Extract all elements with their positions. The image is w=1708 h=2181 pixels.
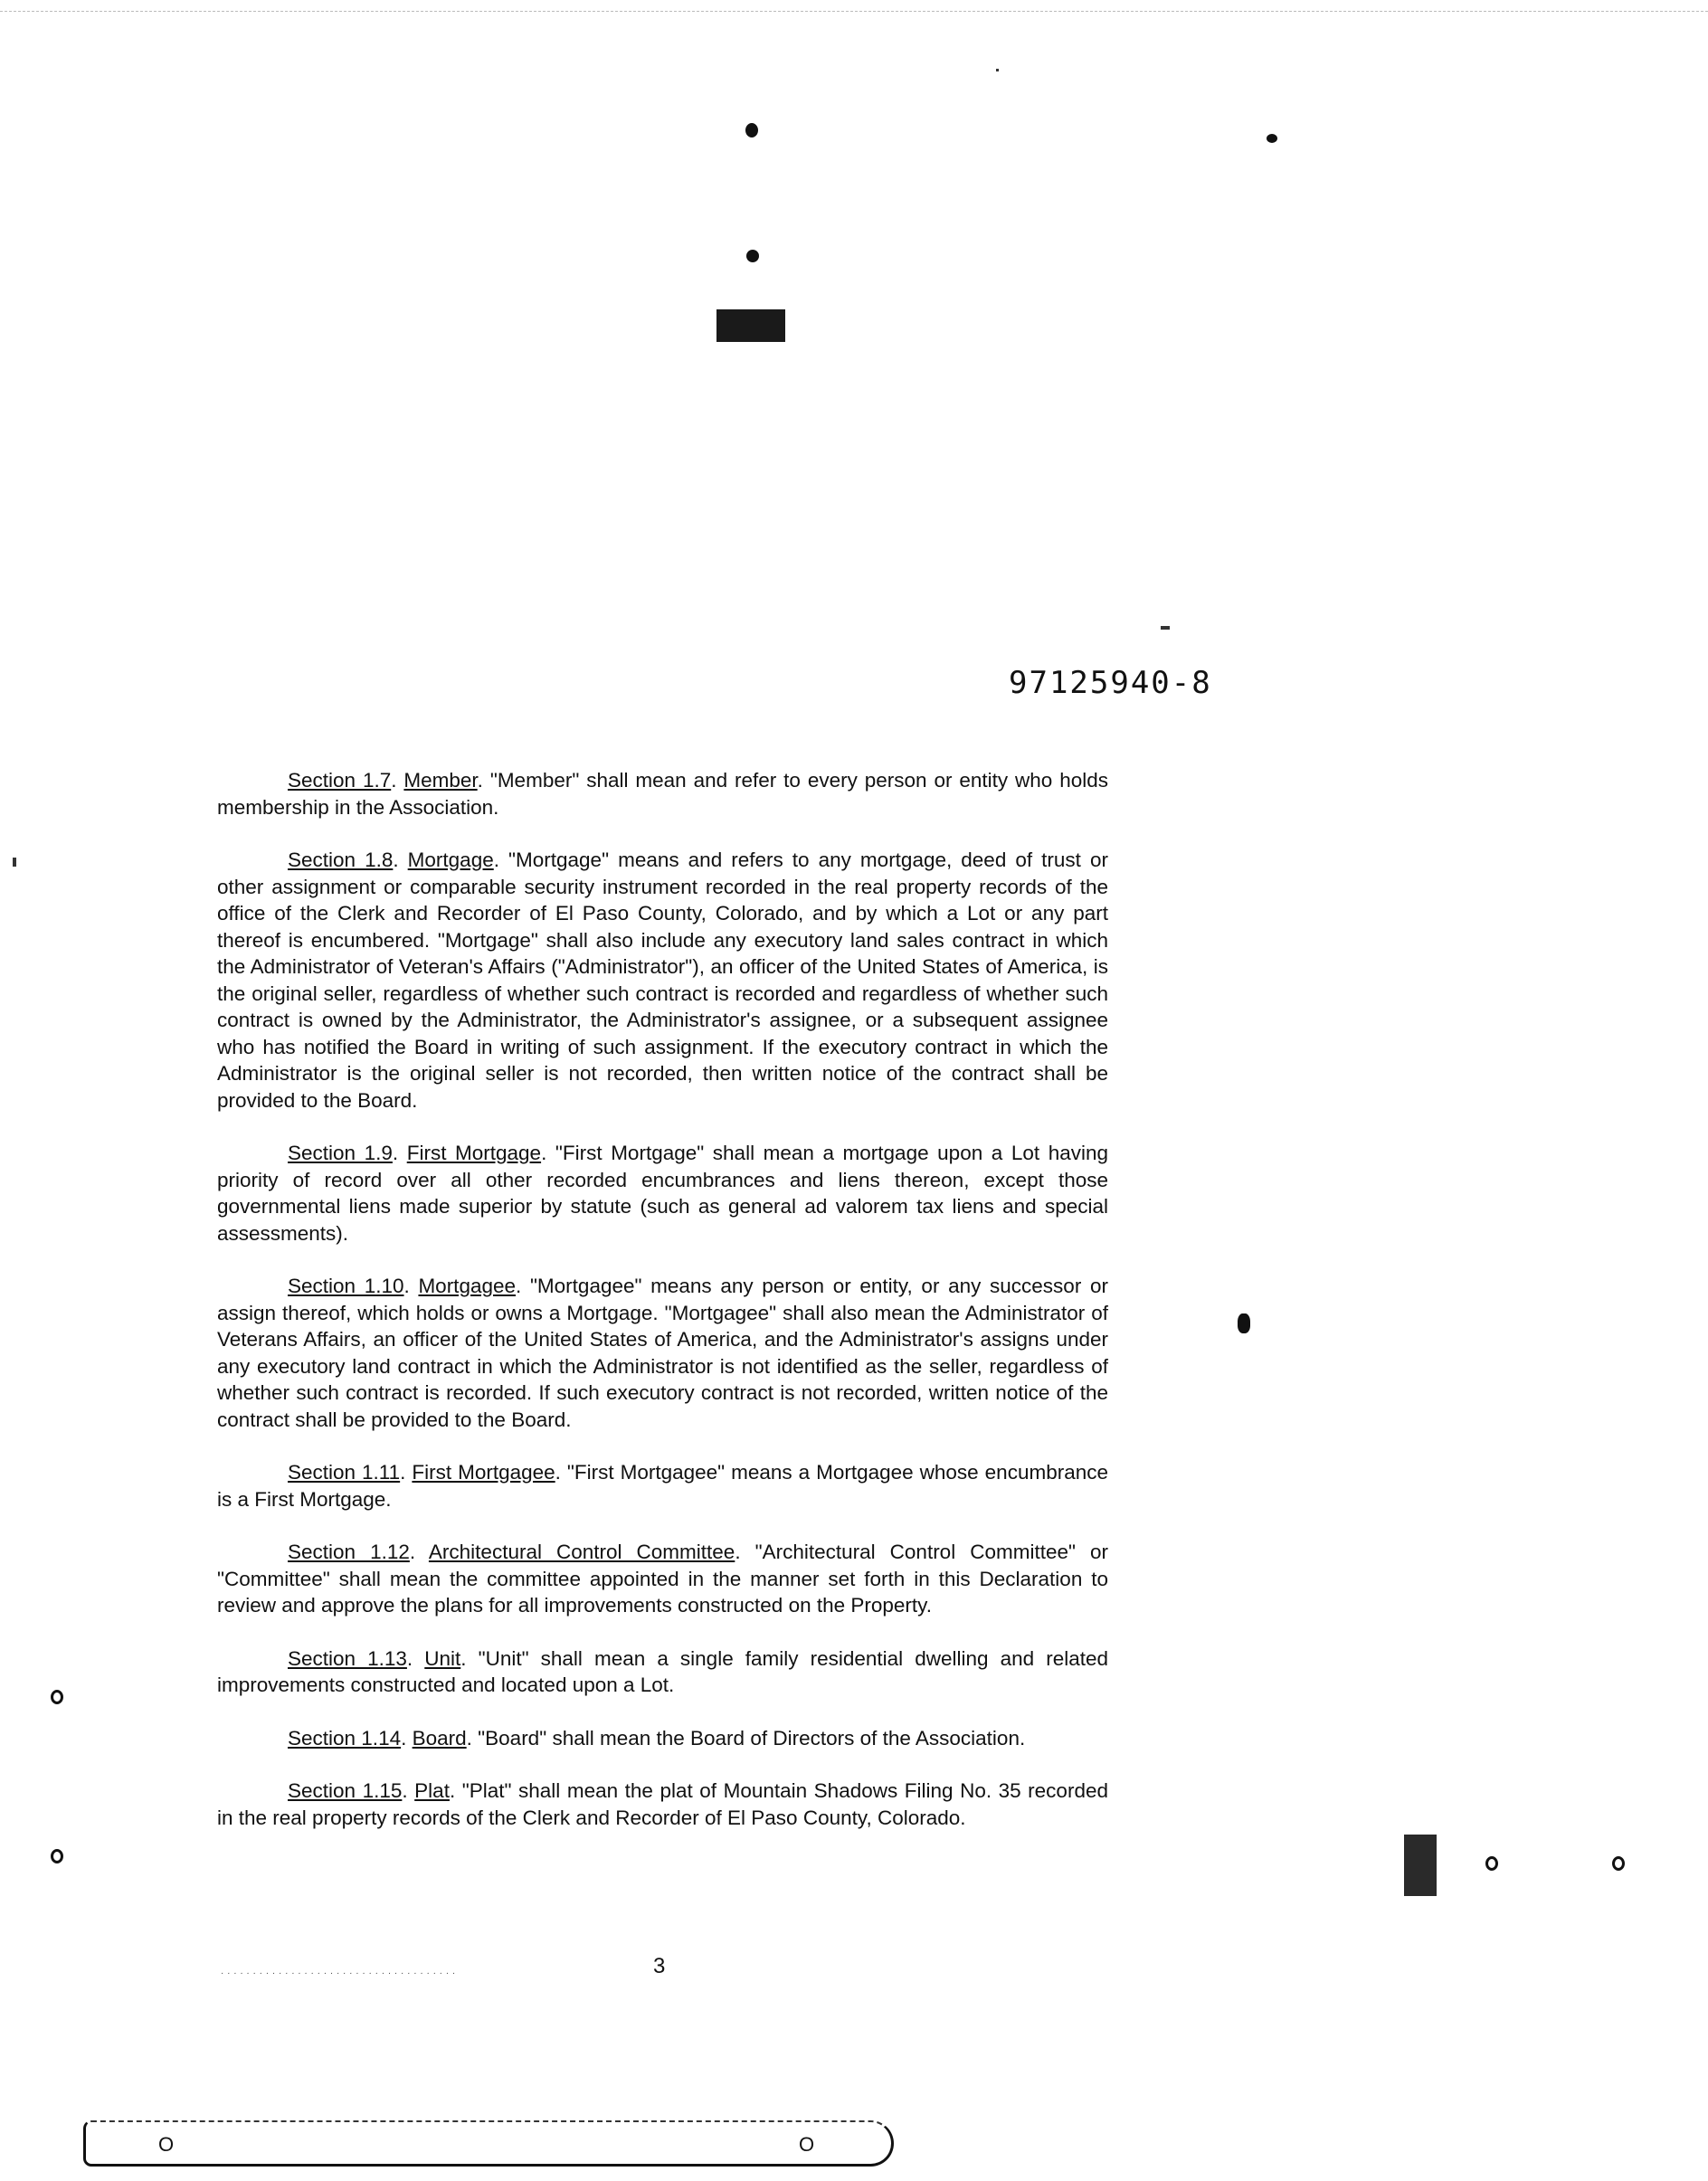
section-term: First Mortgagee: [412, 1461, 555, 1484]
section-ref: Section 1.10: [288, 1275, 404, 1297]
scan-block: [1404, 1835, 1437, 1896]
section-paragraph: Section 1.7. Member. "Member" shall mean and refer to every person or entity who holds membership in the Association.: [217, 769, 1108, 819]
section-term: Board: [412, 1726, 467, 1750]
section-text: "First Mortgagee" means a Mortgagee whose encumbrance is a First Mortgage.: [217, 1461, 1108, 1511]
binder-hole: O: [799, 2133, 815, 2156]
section-text: "First Mortgage" shall mean a mortgage upon a Lot having priority of record over all other recorded encumbrances and liens thereon, except those governmental liens made superior by statute (such as general ad valorem tax liens and special assessments).: [217, 1142, 1108, 1245]
margin-hole: [1485, 1856, 1498, 1871]
punch-dot: [1267, 134, 1277, 143]
scan-speck: [996, 69, 999, 71]
section-text: "Architectural Control Committee" or "Committee" shall mean the committee appointed in the manner set forth in this Declaration to review and approve the plans for all improvements constructed on the Property.: [217, 1541, 1109, 1617]
section-text: "Plat" shall mean the plat of Mountain Shadows Filing No. 35 recorded in the real property records of the Clerk and Recorder of El Paso County, Colorado.: [217, 1779, 1108, 1829]
scan-mark: [1238, 1313, 1250, 1333]
section-ref: Section 1.14: [288, 1726, 402, 1750]
footer-file-code: · · · · · · · · · · · · · · · · · · · · · · · · · · · · · · · · · · · · ·: [221, 1968, 456, 1978]
scan-speck: [1161, 626, 1170, 630]
section-text: "Unit" shall mean a single family residential dwelling and related improvements constructed and located upon a Lot.: [217, 1646, 1108, 1696]
section-paragraph: Section 1.8. Mortgage. "Mortgage" means and refers to any mortgage, deed of trust or other assignment or comparable security instrument recorded in the real property records of the office of the Clerk and Recorder of El Paso County, Colorado, and by which a Lot or any part thereof is encumbered. "Mortgage" shall also include any executory land sales contract in which the Administrator of Veteran's Affairs ("Administrator"), an officer of the United States of America, is the original seller, regardless of whether such contract is recorded and regardless of whether such contract is owned by the Administrator, the Administrator's assignee, or a subsequent assignee who has notified the Board in writing of such assignment. If the executory contract in which the Administrator is the original seller is not recorded, then written notice of the contract shall be provided to the Board.: [217, 849, 1108, 1112]
section-term: Member: [403, 769, 478, 792]
margin-hole: [51, 1690, 63, 1704]
section-paragraph: Section 1.11. First Mortgagee. "First Mortgagee" means a Mortgagee whose encumbrance is a First Mortgage.: [217, 1461, 1108, 1511]
section-ref: Section 1.13: [288, 1646, 407, 1670]
binder-hole: O: [158, 2133, 175, 2156]
binder-strip: [83, 2120, 894, 2167]
punch-dot: [745, 123, 758, 137]
section-paragraph: Section 1.12. Architectural Control Committee. "Architectural Control Committee" or "Committee" shall mean the committee appointed in the manner set forth in this Declaration to review and approve the plans for all improvements constructed on the Property.: [217, 1541, 1109, 1617]
page-number: 3: [653, 1954, 666, 1978]
section-ref: Section 1.7: [288, 769, 392, 792]
redaction-block: [716, 309, 785, 342]
scan-speck: [13, 858, 16, 867]
scan-top-edge: [0, 0, 1708, 12]
section-ref: Section 1.8: [288, 849, 394, 871]
section-ref: Section 1.15: [288, 1779, 403, 1802]
section-term: Mortgagee: [418, 1275, 517, 1297]
section-paragraph: Section 1.9. First Mortgage. "First Mortgage" shall mean a mortgage upon a Lot having priority of record over all other recorded encumbrances and liens thereon, except those governmental liens made superior by statute (such as general ad valorem tax liens and special assessments).: [217, 1142, 1108, 1245]
section-text: "Mortgagee" means any person or entity, or any successor or assign thereof, which holds or owns a Mortgage. "Mortgagee" shall also mean the Administrator of Veterans Affairs, an officer of the United States of America, and the Administrator's assigns under any executory land contract in which the Administrator is not identified as the seller, regardless of whether such contract is recorded. If such executory contract is not recorded, written notice of the contract shall be provided to the Board.: [217, 1275, 1108, 1431]
section-text: "Mortgage" means and refers to any mortgage, deed of trust or other assignment or comparable security instrument recorded in the real property records of the office of the Clerk and Recorder of El Paso County, Colorado, and by which a Lot or any part thereof is encumbered. "Mortgage" shall also include any executory land sales contract in which the Administrator of Veteran's Affairs ("Administrator"), an officer of the United States of America, is the original seller, regardless of whether such contract is recorded and regardless of whether such contract is owned by the Administrator, the Administrator's assignee, or a subsequent assignee who has notified the Board in writing of such assignment. If the executory contract in which the Administrator is the original seller is not recorded, then written notice of the contract shall be provided to the Board.: [217, 849, 1108, 1112]
recording-number: 97125940-8: [1009, 665, 1212, 701]
section-paragraph: Section 1.15. Plat. "Plat" shall mean the plat of Mountain Shadows Filing No. 35 recorded in the real property records of the Clerk and Recorder of El Paso County, Colorado.: [217, 1779, 1108, 1829]
section-ref: Section 1.9: [288, 1142, 393, 1164]
section-ref: Section 1.11: [288, 1461, 401, 1484]
section-text: "Member" shall mean and refer to every person or entity who holds membership in the Association.: [217, 769, 1108, 819]
section-paragraph: Section 1.10. Mortgagee. "Mortgagee" means any person or entity, or any successor or assign thereof, which holds or owns a Mortgage. "Mortgagee" shall also mean the Administrator of Veterans Affairs, an officer of the United States of America, and the Administrator's assigns under any executory land contract in which the Administrator is not identified as the seller, regardless of whether such contract is recorded. If such executory contract is not recorded, written notice of the contract shall be provided to the Board.: [217, 1275, 1108, 1431]
punch-dot: [746, 250, 759, 262]
margin-hole: [1612, 1856, 1625, 1871]
section-term: Architectural Control Committee: [428, 1541, 735, 1563]
section-term: Unit: [424, 1646, 461, 1670]
section-ref: Section 1.12: [288, 1541, 410, 1563]
section-term: First Mortgage: [406, 1142, 542, 1164]
section-text: "Board" shall mean the Board of Directors of the Association.: [478, 1726, 1026, 1750]
section-paragraph: Section 1.13. Unit. "Unit" shall mean a single family residential dwelling and related improvements constructed and located upon a Lot.: [217, 1646, 1108, 1696]
section-term: Mortgage: [407, 849, 494, 871]
document-body: [217, 767, 1108, 1857]
section-paragraph: Section 1.14. Board. "Board" shall mean the Board of Directors of the Association.: [288, 1726, 1026, 1750]
margin-hole: [51, 1849, 63, 1863]
section-term: Plat: [414, 1779, 450, 1802]
